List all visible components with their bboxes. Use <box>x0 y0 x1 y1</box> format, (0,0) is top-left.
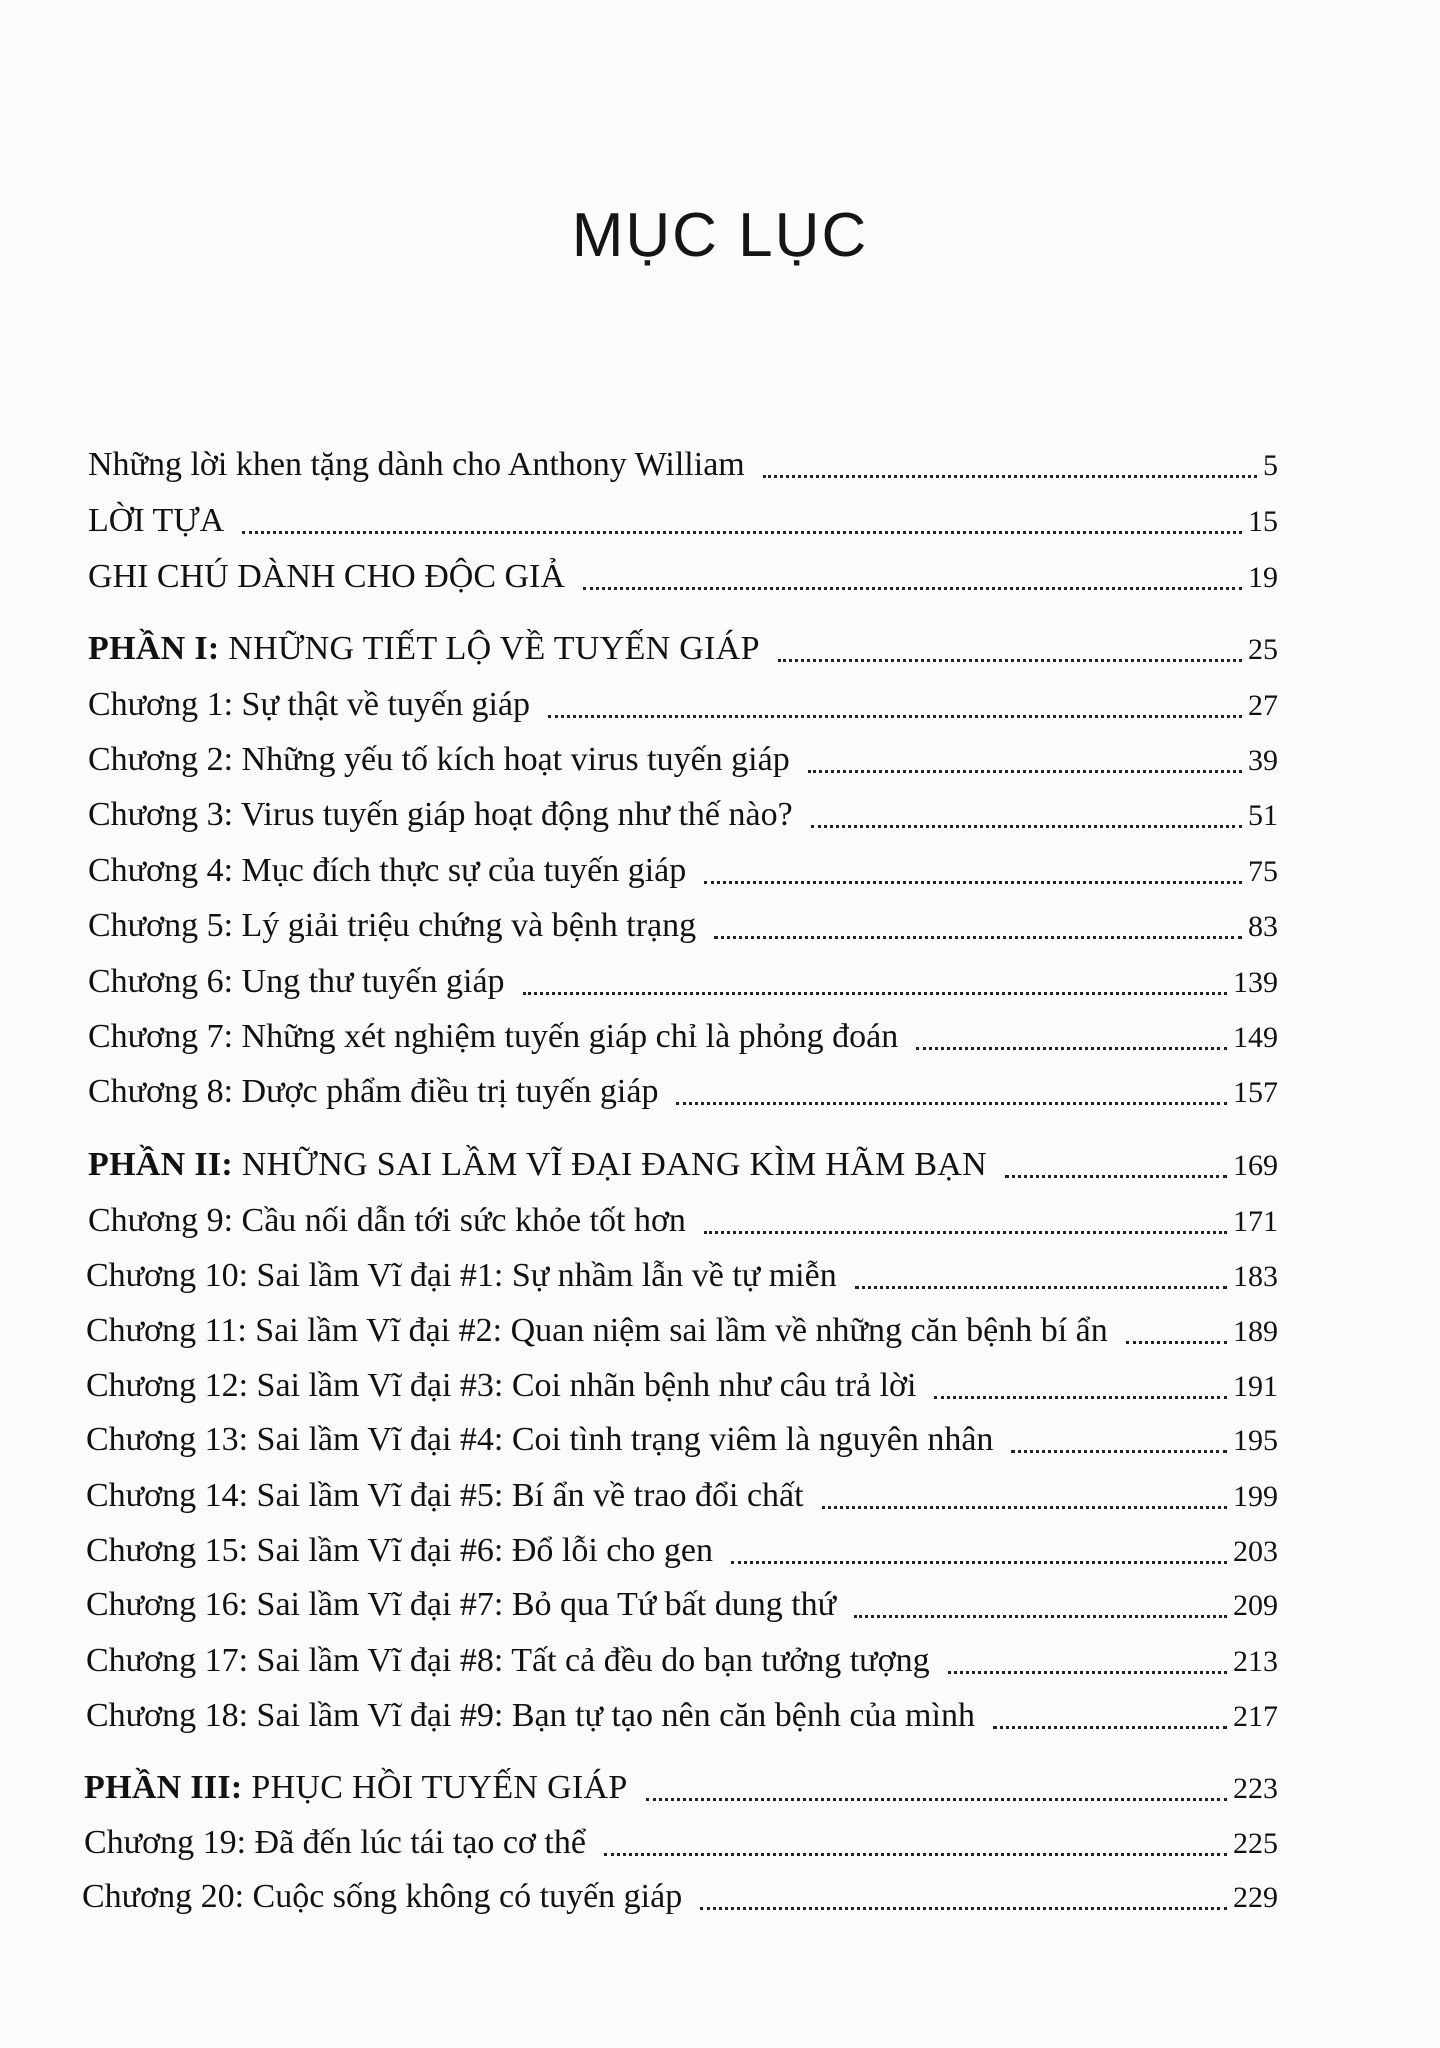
toc-entry[interactable] <box>86 1531 1278 1572</box>
toc-page-number: 225 <box>1233 1827 1278 1860</box>
toc-entry-title: Chương 14: Sai lầm Vĩ đại #5: Bí ẩn về trao đổi chất <box>86 1477 804 1514</box>
toc-entry-title: Chương 17: Sai lầm Vĩ đại #8: Tất cả đều do bạn tưởng tượng <box>86 1642 930 1679</box>
toc-entry-title: GHI CHÚ DÀNH CHO ĐỘC GIẢ <box>88 558 565 595</box>
toc-page-number: 75 <box>1248 855 1278 888</box>
dot-leader <box>916 1047 1227 1050</box>
toc-entry[interactable] <box>88 851 1278 892</box>
toc-entry[interactable] <box>88 557 1278 598</box>
dot-leader <box>934 1396 1227 1399</box>
dot-leader <box>731 1561 1227 1564</box>
toc-entry[interactable] <box>88 445 1278 486</box>
toc-entry-label <box>88 1201 686 1241</box>
toc-page-number: 27 <box>1248 689 1278 722</box>
toc-entry[interactable] <box>88 685 1278 726</box>
toc-page-number: 15 <box>1248 505 1278 538</box>
toc-entry[interactable] <box>86 1366 1278 1407</box>
toc-entry-label <box>88 501 224 541</box>
dot-leader <box>948 1671 1227 1674</box>
toc-page-number: 189 <box>1233 1315 1278 1348</box>
dot-leader <box>1126 1341 1227 1344</box>
toc-page-number: 191 <box>1233 1370 1278 1403</box>
toc-page-number: 203 <box>1233 1535 1278 1568</box>
toc-page-number: 199 <box>1233 1480 1278 1513</box>
toc-entry-title: Chương 20: Cuộc sống không có tuyến giáp <box>82 1878 683 1915</box>
toc-entry-title: Chương 12: Sai lầm Vĩ đại #3: Coi nhãn bệnh như câu trả lời <box>86 1367 917 1404</box>
dot-leader <box>604 1853 1227 1856</box>
toc-entry[interactable] <box>86 1585 1278 1626</box>
toc-entry[interactable] <box>88 962 1278 1003</box>
toc-entry-title: Những lời khen tặng dành cho Anthony William <box>88 446 745 483</box>
toc-part-prefix: PHẦN III: <box>84 1769 243 1806</box>
toc-entry-title: Chương 16: Sai lầm Vĩ đại #7: Bỏ qua Tứ bất dung thứ <box>86 1586 837 1623</box>
toc-entry-title: LỜI TỰA <box>88 502 225 539</box>
toc-entry[interactable] <box>86 1696 1278 1737</box>
toc-page-number: 139 <box>1233 966 1278 999</box>
dot-leader <box>1005 1175 1227 1178</box>
toc-entry-label <box>88 1145 987 1185</box>
toc-entry-label <box>86 1420 993 1460</box>
toc-entry-title: Chương 3: Virus tuyến giáp hoạt động như thế nào? <box>88 796 793 833</box>
toc-entry-label <box>88 906 696 946</box>
toc-entry-label <box>88 1072 658 1112</box>
toc-entry-label <box>84 1768 628 1808</box>
toc-entry-label <box>86 1366 916 1406</box>
dot-leader <box>242 531 1242 534</box>
toc-entry-title: Chương 11: Sai lầm Vĩ đại #2: Quan niệm sai lầm về những căn bệnh bí ẩn <box>86 1312 1108 1349</box>
toc-entry-label <box>88 557 565 597</box>
toc-page-number: 171 <box>1233 1205 1278 1238</box>
toc-page-number: 209 <box>1233 1589 1278 1622</box>
toc-entry-title: Chương 13: Sai lầm Vĩ đại #4: Coi tình trạng viêm là nguyên nhân <box>86 1421 994 1458</box>
toc-part-prefix: PHẦN II: <box>88 1146 234 1183</box>
toc-entry-title: NHỮNG SAI LẦM VĨ ĐẠI ĐANG KÌM HÃM BẠN <box>241 1146 987 1183</box>
toc-part-prefix: PHẦN I: <box>88 630 220 667</box>
toc-entry-title: Chương 19: Đã đến lúc tái tạo cơ thể <box>84 1824 586 1861</box>
toc-entry[interactable] <box>88 1072 1278 1113</box>
dot-leader <box>583 587 1242 590</box>
toc-entry-title: Chương 18: Sai lầm Vĩ đại #9: Bạn tự tạo nên căn bệnh của mình <box>86 1697 975 1734</box>
toc-entry[interactable] <box>84 1823 1278 1864</box>
dot-leader <box>700 1907 1227 1910</box>
toc-entry[interactable] <box>88 501 1278 542</box>
dot-leader <box>704 1231 1227 1234</box>
toc-page-number: 217 <box>1233 1700 1278 1733</box>
toc-entry-label <box>84 1823 586 1863</box>
dot-leader <box>811 825 1242 828</box>
toc-entry[interactable] <box>88 1201 1278 1242</box>
toc-entry-label <box>88 740 790 780</box>
dot-leader <box>523 992 1227 995</box>
toc-entry-title: Chương 15: Sai lầm Vĩ đại #6: Đổ lỗi cho gen <box>86 1532 713 1569</box>
toc-page-number: 229 <box>1233 1881 1278 1914</box>
toc-entry-title: Chương 7: Những xét nghiệm tuyến giáp chỉ là phỏng đoán <box>88 1018 899 1055</box>
toc-entry-label <box>86 1696 975 1736</box>
toc-entry-label <box>88 962 505 1002</box>
toc-entry-label <box>86 1476 804 1516</box>
toc-entry-title: Chương 9: Cầu nối dẫn tới sức khỏe tốt hơn <box>88 1202 686 1239</box>
dot-leader <box>1011 1450 1227 1453</box>
toc-entry-label <box>88 795 793 835</box>
dot-leader <box>854 1615 1227 1618</box>
toc-page-number: 25 <box>1248 633 1278 666</box>
toc-entry-title: Chương 5: Lý giải triệu chứng và bệnh trạng <box>88 907 697 944</box>
toc-entry[interactable] <box>86 1311 1278 1352</box>
toc-part-entry[interactable] <box>84 1768 1278 1809</box>
dot-leader <box>822 1506 1227 1509</box>
dot-leader <box>714 936 1242 939</box>
dot-leader <box>778 659 1242 662</box>
toc-entry[interactable] <box>88 906 1278 947</box>
toc-page-number: 195 <box>1233 1424 1278 1457</box>
toc-page-number: 39 <box>1248 744 1278 777</box>
dot-leader <box>548 715 1242 718</box>
toc-part-entry[interactable] <box>88 1145 1278 1186</box>
dot-leader <box>646 1798 1227 1801</box>
toc-entry-label <box>86 1256 837 1296</box>
toc-entry-label <box>82 1877 682 1917</box>
toc-entry-title: Chương 8: Dược phẩm điều trị tuyến giáp <box>88 1073 659 1110</box>
toc-entry-label <box>86 1585 836 1625</box>
toc-entry[interactable] <box>86 1476 1278 1517</box>
toc-entry-title: Chương 4: Mục đích thực sự của tuyến giáp <box>88 852 687 889</box>
toc-entry-label <box>88 445 745 485</box>
dot-leader <box>993 1726 1227 1729</box>
toc-entry-title: NHỮNG TIẾT LỘ VỀ TUYẾN GIÁP <box>228 630 760 667</box>
toc-page-number: 5 <box>1263 449 1278 482</box>
toc-entry[interactable] <box>82 1877 1278 1918</box>
toc-entry-label <box>86 1641 930 1681</box>
toc-entry-label <box>88 629 760 669</box>
toc-entry[interactable] <box>86 1641 1278 1682</box>
toc-page-number: 157 <box>1233 1076 1278 1109</box>
page-title: MỤC LỤC <box>571 201 869 270</box>
dot-leader <box>763 475 1257 478</box>
toc-entry[interactable] <box>88 1017 1278 1058</box>
toc-page-number: 169 <box>1233 1149 1278 1182</box>
toc-entry[interactable] <box>88 740 1278 781</box>
toc-entry[interactable] <box>88 795 1278 836</box>
toc-entry-label <box>88 1017 898 1057</box>
toc-entry-title: Chương 10: Sai lầm Vĩ đại #1: Sự nhầm lẫn về tự miễn <box>86 1257 837 1294</box>
dot-leader <box>704 881 1242 884</box>
toc-entry-title: Chương 6: Ung thư tuyến giáp <box>88 963 505 1000</box>
toc-entry[interactable] <box>86 1256 1278 1297</box>
toc-page-number: 83 <box>1248 910 1278 943</box>
toc-entry-title: Chương 2: Những yếu tố kích hoạt virus tuyến giáp <box>88 741 790 778</box>
toc-entry[interactable] <box>86 1420 1278 1461</box>
toc-entry-title: Chương 1: Sự thật về tuyến giáp <box>88 686 531 723</box>
toc-page-number: 223 <box>1233 1772 1278 1805</box>
toc-page-number: 213 <box>1233 1645 1278 1678</box>
toc-page-number: 51 <box>1248 799 1278 832</box>
toc-entry-label <box>86 1531 713 1571</box>
toc-page-number: 183 <box>1233 1260 1278 1293</box>
toc-part-entry[interactable] <box>88 629 1278 670</box>
toc-entry-label <box>88 851 686 891</box>
toc-page-number: 19 <box>1248 561 1278 594</box>
dot-leader <box>855 1286 1227 1289</box>
toc-entry-label <box>88 685 530 725</box>
dot-leader <box>808 770 1242 773</box>
toc-entry-label <box>86 1311 1108 1351</box>
dot-leader <box>676 1102 1227 1105</box>
toc-entry-title: PHỤC HỒI TUYẾN GIÁP <box>251 1769 628 1806</box>
toc-page-number: 149 <box>1233 1021 1278 1054</box>
